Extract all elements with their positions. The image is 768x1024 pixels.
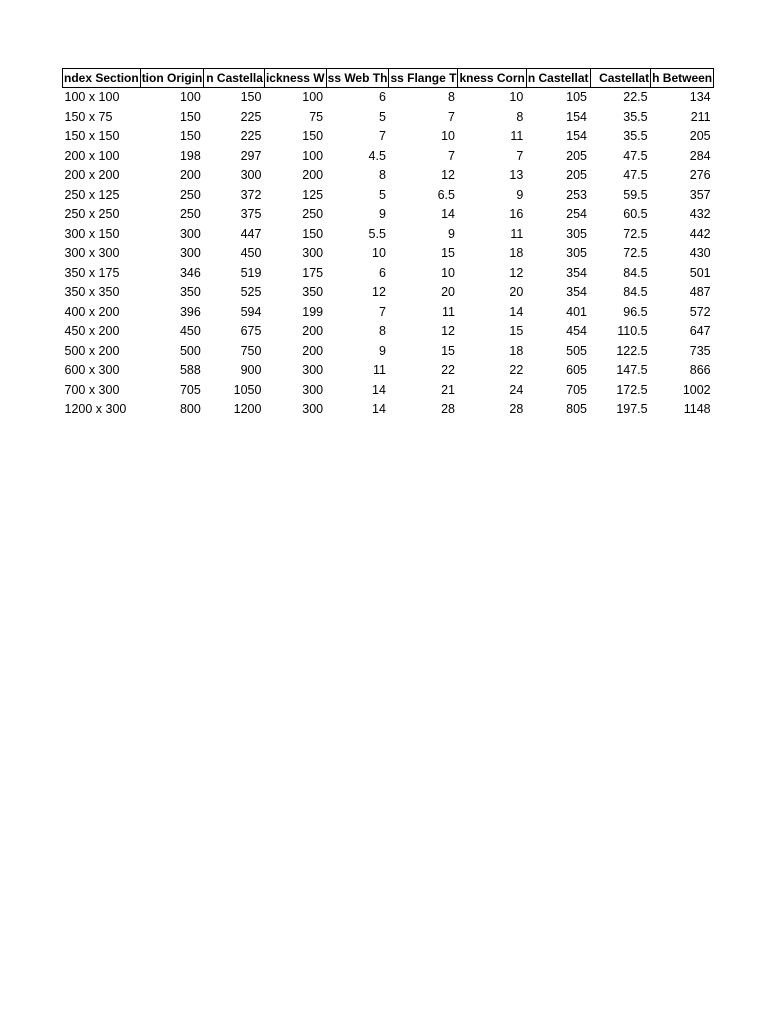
value-cell: 59.5 (623, 187, 648, 202)
value-cell: 200 (302, 343, 324, 358)
header-cell-castellation-length: n Castellat (526, 69, 590, 88)
section-label-cell: 300 x 300 (64, 246, 120, 260)
value-cell: 134 (689, 90, 711, 104)
value-cell: 147.5 (616, 363, 648, 377)
section-label-cell: 350 x 350 (64, 285, 120, 299)
value-cell: 450 (240, 246, 262, 260)
value-cell: 500 (179, 343, 201, 358)
value-cell: 297 (240, 148, 262, 163)
section-label-cell: 100 x 100 (64, 90, 120, 104)
value-cell: 647 (689, 324, 711, 338)
value-cell: 122.5 (616, 343, 648, 358)
value-cell: 10 (441, 129, 455, 143)
value-cell: 225 (240, 109, 262, 124)
value-cell: 84.5 (623, 265, 648, 280)
value-cell: 430 (689, 246, 711, 260)
value-cell: 7 (378, 129, 386, 143)
value-cell: 96.5 (623, 304, 648, 319)
value-cell: 14 (372, 402, 386, 416)
section-label-cell: 350 x 175 (64, 265, 120, 280)
value-cell: 14 (441, 207, 455, 221)
value-cell: 705 (566, 382, 588, 397)
value-cell: 10 (441, 265, 455, 280)
value-cell: 9 (378, 343, 386, 358)
value-cell: 276 (689, 168, 711, 182)
value-cell: 7 (516, 148, 524, 163)
header-row (63, 69, 714, 88)
value-cell: 154 (566, 109, 588, 124)
value-cell: 300 (302, 246, 324, 260)
value-cell: 47.5 (623, 168, 648, 182)
value-cell: 18 (509, 246, 524, 260)
table-row (63, 244, 714, 264)
value-cell: 100 (302, 148, 324, 163)
value-cell: 675 (240, 324, 262, 338)
value-cell: 12 (372, 285, 386, 299)
value-cell: 525 (240, 285, 262, 299)
section-label-cell: 200 x 100 (64, 148, 120, 163)
table-row (63, 283, 714, 303)
section-label-cell: 450 x 200 (64, 324, 120, 338)
table-row (63, 361, 714, 381)
table-row (63, 381, 714, 401)
section-label-cell: 500 x 200 (64, 343, 120, 358)
value-cell: 199 (302, 304, 324, 319)
value-cell: 7 (448, 148, 455, 163)
value-cell: 84.5 (623, 285, 648, 299)
header-cell-corner-radius: kness Corn (458, 69, 526, 88)
value-cell: 6 (378, 265, 386, 280)
value-cell: 1148 (683, 402, 711, 416)
value-cell: 22.5 (623, 90, 648, 104)
value-cell: 47.5 (623, 148, 648, 163)
header-cell-castellation-height: Castellat (590, 69, 651, 88)
section-label-cell: 300 x 150 (64, 226, 120, 241)
value-cell: 594 (240, 304, 262, 319)
value-cell: 432 (689, 207, 711, 221)
table-row (63, 166, 714, 186)
value-cell: 172.5 (616, 382, 648, 397)
value-cell: 254 (566, 207, 588, 221)
table-row (63, 205, 714, 225)
section-label-cell: 150 x 75 (64, 109, 113, 124)
value-cell: 9 (448, 226, 455, 241)
value-cell: 11 (510, 226, 524, 241)
value-cell: 105 (566, 90, 588, 104)
header-cell-original-depth: tion Origin (140, 69, 204, 88)
table-row (63, 147, 714, 167)
value-cell: 10 (509, 90, 524, 104)
value-cell: 100 (179, 90, 201, 104)
value-cell: 250 (179, 207, 201, 221)
value-cell: 15 (441, 343, 455, 358)
value-cell: 300 (179, 246, 201, 260)
value-cell: 447 (240, 226, 262, 241)
value-cell: 501 (689, 265, 711, 280)
value-cell: 800 (179, 402, 201, 416)
value-cell: 72.5 (623, 246, 648, 260)
value-cell: 8 (378, 168, 386, 182)
value-cell: 150 (302, 226, 324, 241)
value-cell: 150 (240, 90, 262, 104)
value-cell: 750 (240, 343, 262, 358)
value-cell: 198 (179, 148, 201, 163)
value-cell: 20 (509, 285, 524, 299)
value-cell: 6.5 (437, 187, 455, 202)
value-cell: 250 (179, 187, 201, 202)
value-cell: 35.5 (623, 109, 648, 124)
value-cell: 1200 (233, 402, 262, 416)
value-cell: 8 (378, 324, 386, 338)
value-cell: 12 (441, 324, 455, 338)
value-cell: 9 (516, 187, 524, 202)
value-cell: 11 (510, 129, 524, 143)
table-row (63, 303, 714, 323)
value-cell: 12 (441, 168, 455, 182)
value-cell: 900 (240, 363, 262, 377)
value-cell: 300 (240, 168, 262, 182)
value-cell: 401 (566, 304, 588, 319)
table-body (63, 88, 714, 420)
value-cell: 396 (179, 304, 201, 319)
value-cell: 15 (509, 324, 524, 338)
header-cell-flange-thickness: ss Flange T (389, 69, 458, 88)
value-cell: 305 (566, 246, 588, 260)
value-cell: 12 (509, 265, 524, 280)
value-cell: 200 (302, 168, 324, 182)
section-label-cell: 250 x 250 (64, 207, 120, 221)
value-cell: 15 (441, 246, 455, 260)
value-cell: 9 (378, 207, 386, 221)
section-label-cell: 400 x 200 (64, 304, 120, 319)
table-row (63, 400, 714, 420)
header-cell-castellated-depth: n Castella (204, 69, 265, 88)
value-cell: 5.5 (368, 226, 386, 241)
value-cell: 605 (566, 363, 588, 377)
section-label-cell: 700 x 300 (64, 382, 120, 397)
value-cell: 354 (566, 265, 588, 280)
value-cell: 505 (566, 343, 588, 358)
table-row (63, 186, 714, 206)
value-cell: 487 (689, 285, 711, 299)
value-cell: 4.5 (368, 148, 386, 163)
value-cell: 13 (509, 168, 524, 182)
value-cell: 197.5 (616, 402, 648, 416)
value-cell: 225 (240, 129, 262, 143)
value-cell: 350 (179, 285, 201, 299)
value-cell: 7 (448, 109, 455, 124)
value-cell: 350 (302, 285, 324, 299)
section-label-cell: 250 x 125 (64, 187, 120, 202)
value-cell: 125 (302, 187, 324, 202)
value-cell: 24 (509, 382, 524, 397)
value-cell: 60.5 (623, 207, 648, 221)
header-cell-web-thickness: ss Web Th (326, 69, 389, 88)
value-cell: 519 (240, 265, 262, 280)
section-label-cell: 1200 x 300 (64, 402, 127, 416)
value-cell: 300 (302, 363, 324, 377)
value-cell: 75 (309, 109, 324, 124)
value-cell: 250 (302, 207, 324, 221)
section-label-cell: 150 x 150 (64, 129, 120, 143)
table-row (63, 322, 714, 342)
value-cell: 175 (302, 265, 324, 280)
value-cell: 354 (566, 285, 588, 299)
value-cell: 10 (372, 246, 386, 260)
value-cell: 150 (179, 129, 201, 143)
value-cell: 205 (566, 168, 588, 182)
value-cell: 705 (179, 382, 201, 397)
value-cell: 205 (689, 129, 711, 143)
value-cell: 200 (302, 324, 324, 338)
table-header (63, 69, 714, 88)
value-cell: 35.5 (623, 129, 648, 143)
value-cell: 6 (378, 90, 386, 104)
table-row (63, 108, 714, 128)
table-row (63, 225, 714, 245)
section-label-cell: 200 x 200 (64, 168, 120, 182)
table-row (63, 342, 714, 362)
value-cell: 7 (378, 304, 386, 319)
value-cell: 300 (302, 382, 324, 397)
section-label-cell: 600 x 300 (64, 363, 120, 377)
value-cell: 100 (302, 90, 324, 104)
value-cell: 346 (179, 265, 201, 280)
value-cell: 150 (179, 109, 201, 124)
value-cell: 572 (689, 304, 711, 319)
value-cell: 205 (566, 148, 588, 163)
value-cell: 28 (509, 402, 524, 416)
header-cell-length-between: h Between (651, 69, 714, 88)
value-cell: 21 (441, 382, 455, 397)
value-cell: 305 (566, 226, 588, 241)
value-cell: 28 (441, 402, 455, 416)
header-cell-flange-width: ickness W (264, 69, 326, 88)
value-cell: 20 (441, 285, 455, 299)
value-cell: 16 (509, 207, 524, 221)
value-cell: 372 (240, 187, 262, 202)
value-cell: 442 (689, 226, 711, 241)
value-cell: 5 (378, 109, 386, 124)
value-cell: 300 (179, 226, 201, 241)
value-cell: 375 (240, 207, 262, 221)
value-cell: 18 (509, 343, 524, 358)
value-cell: 588 (179, 363, 201, 377)
value-cell: 805 (566, 402, 588, 416)
value-cell: 211 (690, 109, 711, 124)
value-cell: 22 (509, 363, 524, 377)
value-cell: 150 (302, 129, 324, 143)
value-cell: 454 (566, 324, 588, 338)
value-cell: 1050 (233, 382, 262, 397)
table-row (63, 127, 714, 147)
value-cell: 154 (566, 129, 588, 143)
value-cell: 1002 (682, 382, 711, 397)
value-cell: 200 (179, 168, 201, 182)
data-table (62, 68, 714, 420)
value-cell: 735 (689, 343, 711, 358)
value-cell: 14 (509, 304, 524, 319)
value-cell: 357 (689, 187, 711, 202)
value-cell: 866 (689, 363, 711, 377)
table-row (63, 88, 714, 108)
value-cell: 284 (689, 148, 711, 163)
table-row (63, 264, 714, 284)
value-cell: 5 (378, 187, 386, 202)
value-cell: 450 (179, 324, 201, 338)
value-cell: 11 (372, 363, 386, 377)
value-cell: 11 (441, 304, 455, 319)
value-cell: 8 (516, 109, 524, 124)
value-cell: 300 (302, 402, 324, 416)
value-cell: 72.5 (623, 226, 648, 241)
value-cell: 8 (448, 90, 455, 104)
value-cell: 253 (566, 187, 588, 202)
value-cell: 22 (441, 363, 455, 377)
value-cell: 14 (372, 382, 386, 397)
value-cell: 110.5 (617, 324, 648, 338)
header-cell-index-section: ndex Section (63, 69, 141, 88)
